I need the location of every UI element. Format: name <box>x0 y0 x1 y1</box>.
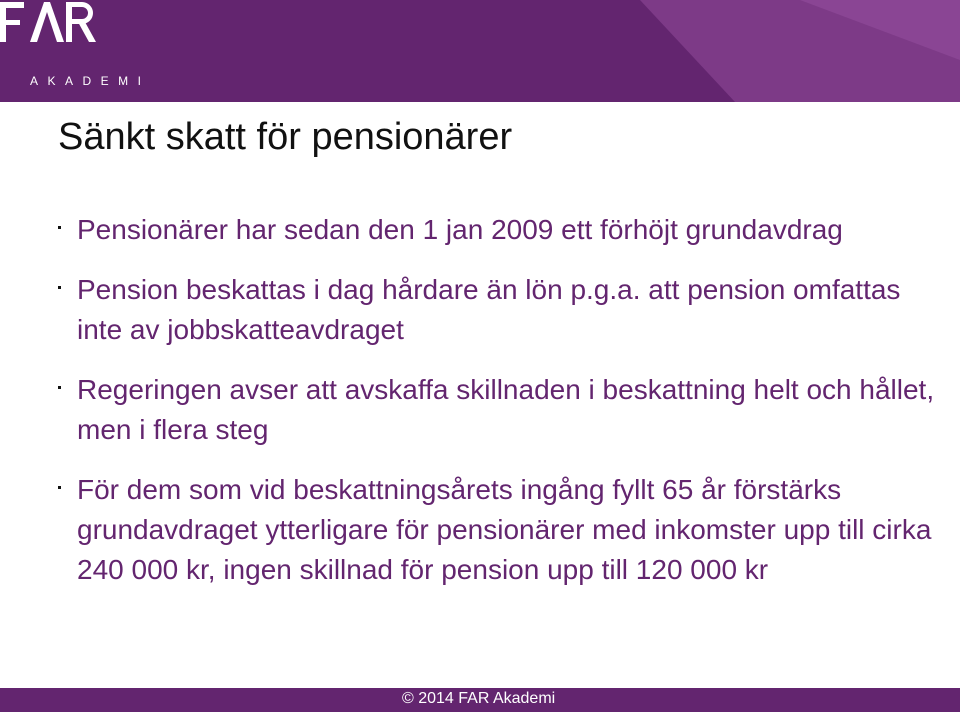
bullet-list <box>56 210 936 610</box>
bullet-text: Regeringen avser att avskaffa skillnaden i beskattning helt och hållet, men i flera steg <box>77 374 935 445</box>
logo-subtext: AKADEMI <box>30 74 151 88</box>
slide-title: Sänkt skatt för pensionärer <box>58 116 513 158</box>
footer-bar <box>0 688 960 712</box>
bullet-item <box>56 270 936 350</box>
bullet-dot-icon <box>58 386 61 389</box>
bullet-text: Pensionärer har sedan den 1 jan 2009 ett förhöjt grundavdrag <box>77 214 843 245</box>
far-logo <box>0 0 100 64</box>
bullet-text: Pension beskattas i dag hårdare än lön p.g.a. att pension omfattas inte av jobbskatteavdraget <box>77 274 901 345</box>
header-banner <box>0 0 960 102</box>
bullet-item <box>56 470 936 590</box>
bullet-dot-icon <box>58 286 61 289</box>
bullet-dot-icon <box>58 486 61 489</box>
bullet-text: För dem som vid beskattningsårets ingång fyllt 65 år förstärks grundavdraget ytterligare för pensionärer med inkomster upp till cirka 240 000 kr, ingen skillnad för pension upp till 120 000 kr <box>77 474 932 585</box>
bullet-dot-icon <box>58 226 61 229</box>
bullet-item <box>56 370 936 450</box>
copyright-text: © 2014 FAR Akademi <box>402 690 556 707</box>
bullet-item <box>56 210 936 250</box>
